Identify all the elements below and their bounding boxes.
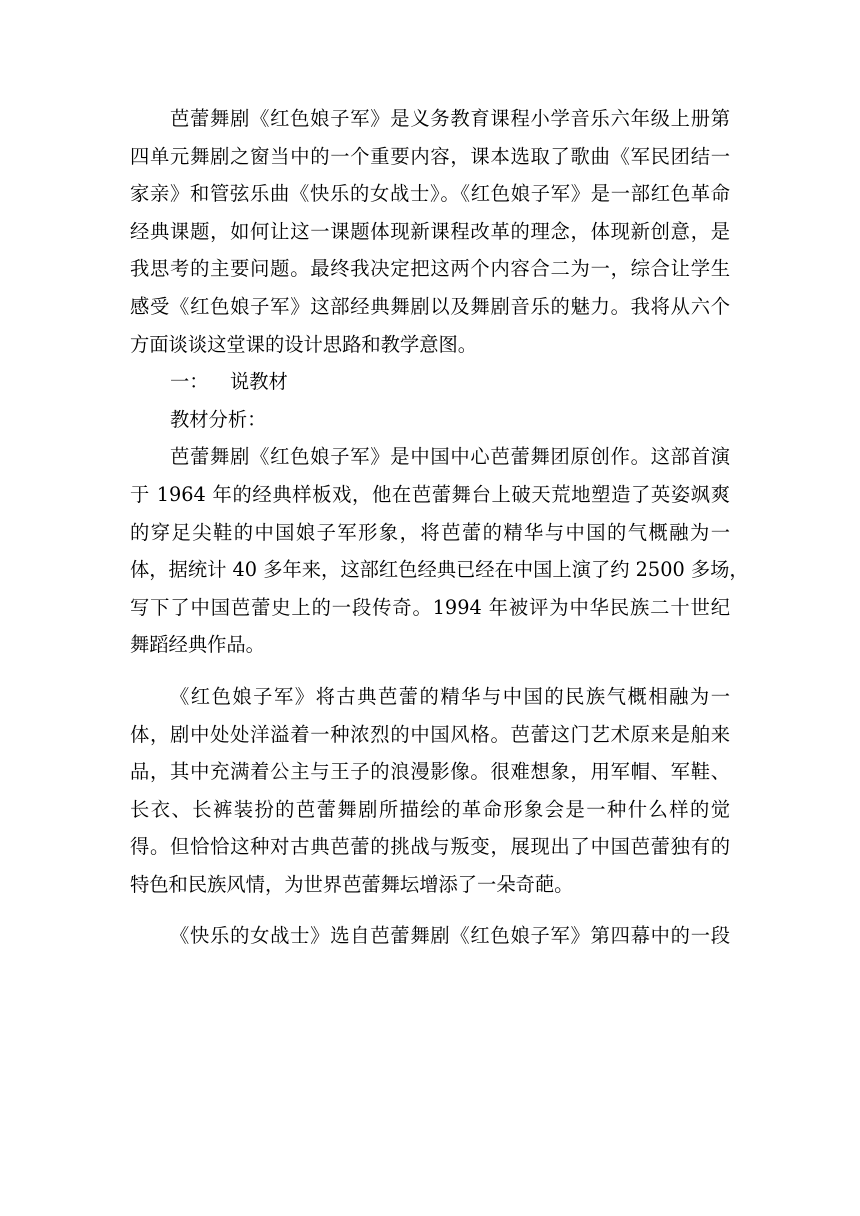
text-line: 得。但恰恰这种对古典芭蕾的挑战与叛变，展现出了中国芭蕾独有的 xyxy=(130,835,730,859)
text-line: 经典课题，如何让这一课题体现新课程改革的理念，体现新创意，是 xyxy=(130,219,730,243)
text-line: 长衣、长裤装扮的芭蕾舞剧所描绘的革命形象会是一种什么样的觉 xyxy=(130,797,730,821)
section-number: 一： xyxy=(170,370,209,394)
intro-paragraph xyxy=(130,100,730,363)
text-line: 四单元舞剧之窗当中的一个重要内容，课本选取了歌曲《军民团结一 xyxy=(130,144,730,168)
text-line: 芭蕾舞剧《红色娘子军》是中国中心芭蕾舞团原创作。这部首演 xyxy=(170,445,730,469)
text-line: 体，剧中处处洋溢着一种浓烈的中国风格。芭蕾这门艺术原来是舶来 xyxy=(130,722,730,746)
paragraph-ballet-history xyxy=(130,438,749,664)
text-line: 于 1964 年的经典样板戏，他在芭蕾舞台上破天荒地塑造了英姿飒爽 xyxy=(130,482,730,506)
text-line: 《红色娘子军》将古典芭蕾的精华与中国的民族气概相融为一 xyxy=(170,684,730,708)
text-line: 芭蕾舞剧《红色娘子军》是义务教育课程小学音乐六年级上册第 xyxy=(170,107,730,130)
section-heading xyxy=(130,363,730,401)
text-line: 家亲》和管弦乐曲《快乐的女战士》。《红色娘子军》是一部红色革命 xyxy=(130,182,730,206)
text-line: 品，其中充满着公主与王子的浪漫影像。很难想象，用军帽、军鞋、 xyxy=(130,760,730,784)
text-line: 《快乐的女战士》选自芭蕾舞剧《红色娘子军》第四幕中的一段 xyxy=(170,924,730,948)
document-page xyxy=(130,100,749,955)
text-line: 感受《红色娘子军》这部经典舞剧以及舞剧音乐的魅力。我将从六个 xyxy=(130,294,730,318)
paragraph-spacer xyxy=(130,903,730,917)
text-line: 舞蹈经典作品。 xyxy=(130,633,265,657)
section-title: 说教材 xyxy=(230,370,288,394)
text-line: 方面谈谈这堂课的设计思路和教学意图。 xyxy=(130,332,478,356)
text-line: 我思考的主要问题。最终我决定把这两个内容合二为一，综合让学生 xyxy=(130,257,730,281)
text-line: 写下了中国芭蕾史上的一段传奇。1994 年被评为中华民族二十世纪 xyxy=(130,595,730,619)
paragraph-happy-soldiers xyxy=(130,917,730,955)
paragraph-spacer xyxy=(130,664,730,678)
subheading: 教材分析： xyxy=(170,407,267,431)
text-line: 特色和民族风情，为世界芭蕾舞坛增添了一朵奇葩。 xyxy=(130,872,574,896)
text-line: 体，据统计 40 多年来，这部红色经典已经在中国上演了约 2500 多场， xyxy=(130,558,749,582)
text-line: 的穿足尖鞋的中国娘子军形象，将芭蕾的精华与中国的气概融为一 xyxy=(130,520,730,544)
paragraph-ballet-style xyxy=(130,678,730,904)
